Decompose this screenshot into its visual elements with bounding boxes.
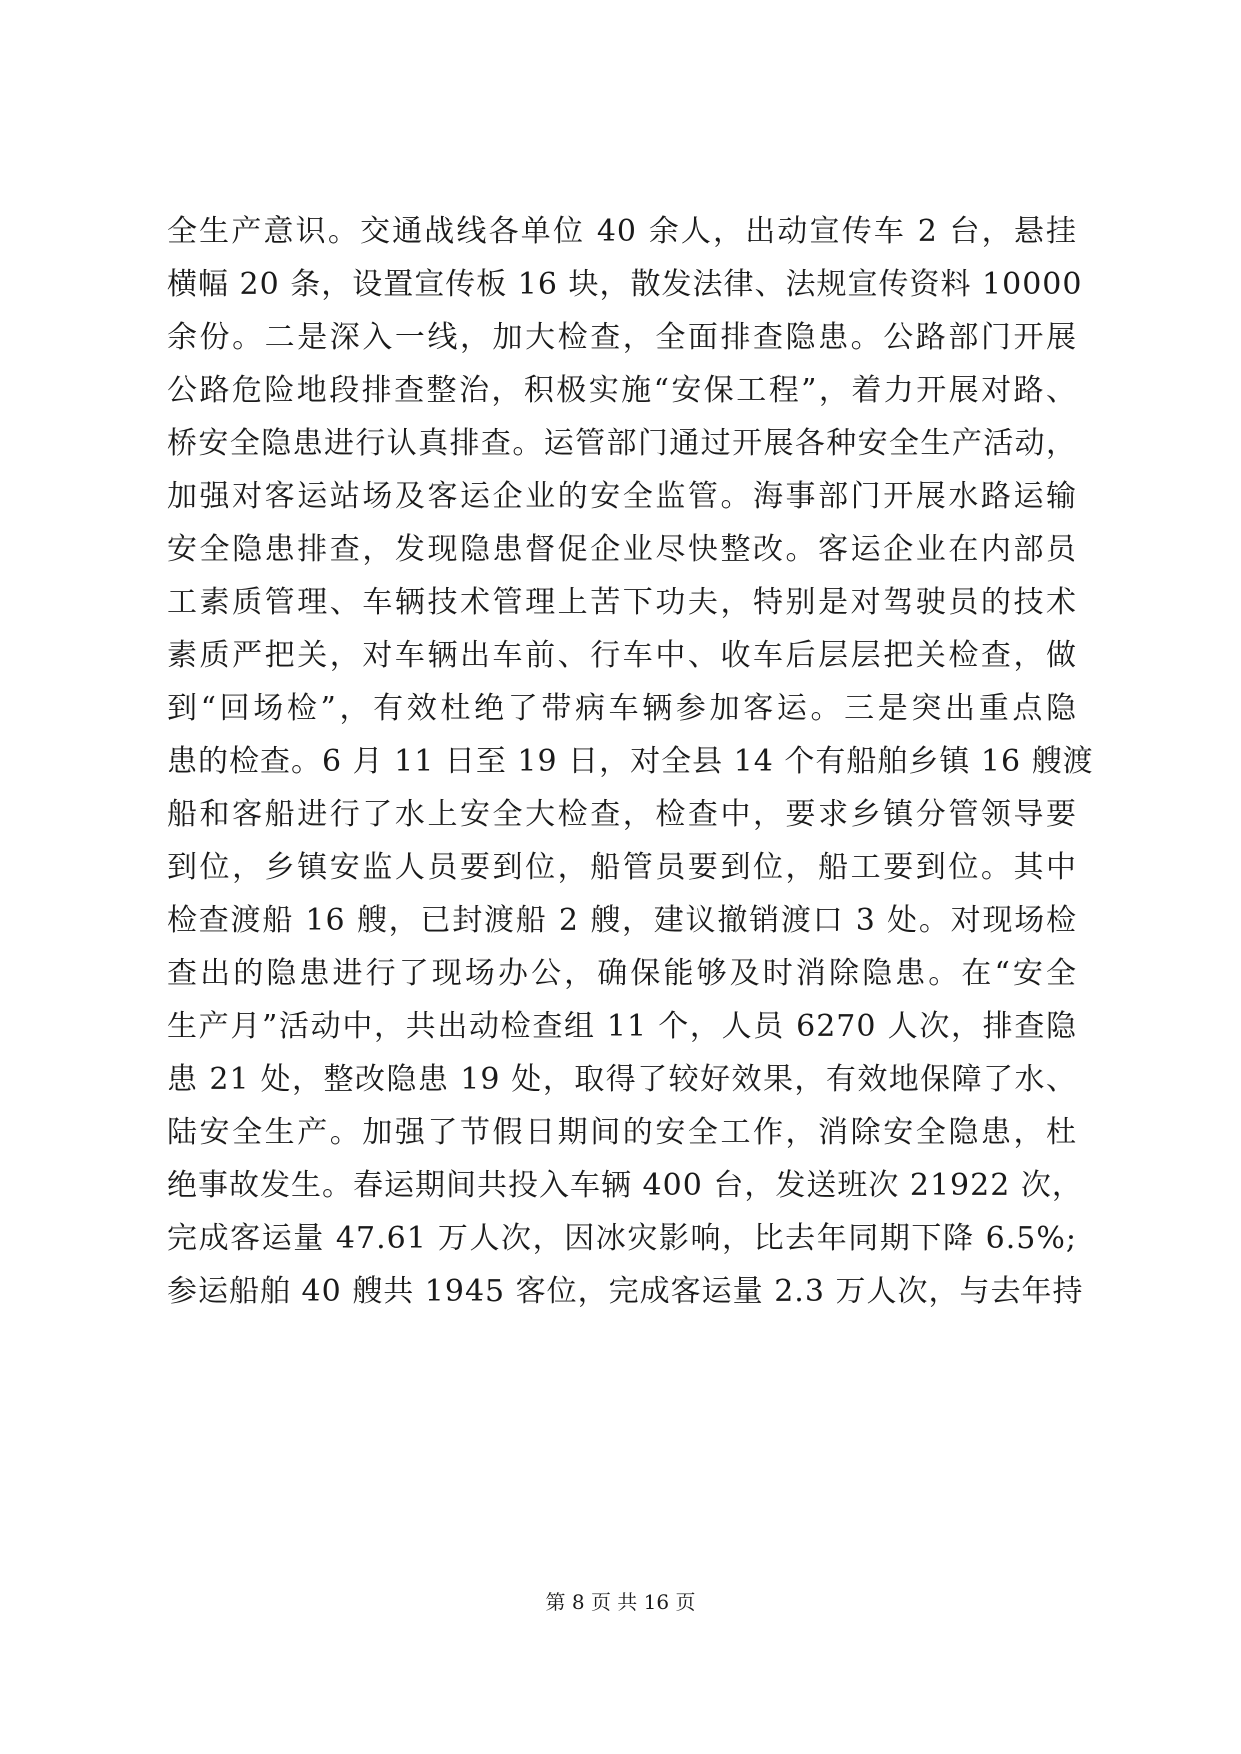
text-line: 全生产意识。交通战线各单位 40 余人，出动宣传车 2 台，悬挂 <box>167 214 1077 249</box>
text-line: 桥安全隐患进行认真排查。运管部门通过开展各种安全生产活动， <box>167 426 1077 461</box>
text-line: 加强对客运站场及客运企业的安全监管。海事部门开展水路运输 <box>167 479 1077 514</box>
text-line: 完成客运量 47.61 万人次，因冰灾影响，比去年同期下降 6.5%; <box>167 1221 1077 1256</box>
text-line: 余份。二是深入一线，加大检查，全面排查隐患。公路部门开展 <box>167 320 1077 355</box>
text-line: 到位，乡镇安监人员要到位，船管员要到位，船工要到位。其中 <box>167 850 1077 885</box>
text-line: 素质严把关，对车辆出车前、行车中、收车后层层把关检查，做 <box>167 638 1077 673</box>
text-line: 参运船舶 40 艘共 1945 客位，完成客运量 2.3 万人次，与去年持 <box>167 1274 1084 1309</box>
text-line: 生产月”活动中，共出动检查组 11 个，人员 6270 人次，排查隐 <box>167 1009 1077 1044</box>
text-line: 到“回场检”，有效杜绝了带病车辆参加客运。三是突出重点隐 <box>167 691 1077 726</box>
page-number-footer: 第 8 页 共 16 页 <box>545 1590 696 1614</box>
text-line: 陆安全生产。加强了节假日期间的安全工作，消除安全隐患，杜 <box>167 1115 1077 1150</box>
text-line: 患 21 处，整改隐患 19 处，取得了较好效果，有效地保障了水、 <box>167 1062 1077 1097</box>
text-line: 公路危险地段排查整治，积极实施“安保工程”，着力开展对路、 <box>167 373 1077 408</box>
text-line: 工素质管理、车辆技术管理上苦下功夫，特别是对驾驶员的技术 <box>167 585 1077 620</box>
text-line: 安全隐患排查，发现隐患督促企业尽快整改。客运企业在内部员 <box>167 532 1077 567</box>
text-line: 横幅 20 条，设置宣传板 16 块，散发法律、法规宣传资料 10000 <box>167 267 1083 302</box>
text-line: 绝事故发生。春运期间共投入车辆 400 台，发送班次 21922 次， <box>167 1168 1083 1203</box>
text-line: 查出的隐患进行了现场办公，确保能够及时消除隐患。在“安全 <box>167 956 1077 991</box>
text-line: 检查渡船 16 艘，已封渡船 2 艘，建议撤销渡口 3 处。对现场检 <box>167 903 1077 938</box>
text-line: 船和客船进行了水上安全大检查，检查中，要求乡镇分管领导要 <box>167 797 1077 832</box>
text-line: 患的检查。6 月 11 日至 19 日，对全县 14 个有船舶乡镇 16 艘渡 <box>167 744 1094 779</box>
